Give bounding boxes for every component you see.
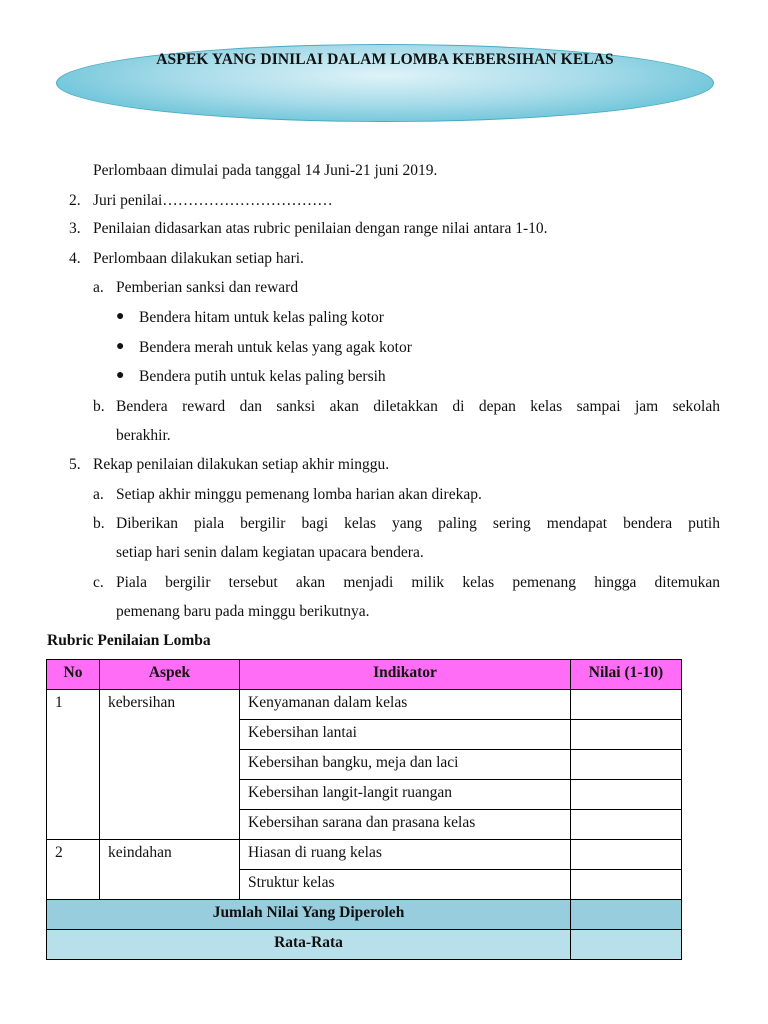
list-marker-2: 2. [69, 192, 81, 209]
bullet-item-2: Bendera merah untuk kelas yang agak kotor [139, 339, 412, 356]
cell-indikator: Kebersihan sarana dan prasana kelas [240, 810, 571, 840]
cell-indikator: Kebersihan bangku, meja dan laci [240, 750, 571, 780]
header-indikator: Indikator [240, 660, 571, 690]
list-item-4b-line2: berakhir. [116, 427, 171, 444]
bullet-item-3: Bendera putih untuk kelas paling bersih [139, 368, 386, 385]
list-item-5c-line1: Piala bergilir tersebut akan menjadi milik kelas pemenang hingga ditemukan [116, 574, 720, 591]
cell-indikator: Hiasan di ruang kelas [240, 840, 571, 870]
cell-aspek: keindahan [100, 840, 240, 900]
total-value[interactable] [571, 900, 682, 930]
cell-nilai[interactable] [571, 720, 682, 750]
average-row [47, 930, 682, 960]
header-no: No [47, 660, 100, 690]
list-item-4a: Pemberian sanksi dan reward [116, 279, 299, 296]
cell-no: 2 [47, 840, 100, 900]
header-nilai: Nilai (1-10) [571, 660, 682, 690]
bullet-icon: ● [116, 309, 125, 324]
list-marker-5: 5. [69, 456, 81, 473]
list-item-4b-line1: Bendera reward dan sanksi akan diletakkan di depan kelas sampai jam sekolah [116, 398, 720, 415]
header-aspek: Aspek [100, 660, 240, 690]
cell-nilai[interactable] [571, 840, 682, 870]
cell-indikator: Struktur kelas [240, 870, 571, 900]
list-item-4: Perlombaan dilakukan setiap hari. [93, 250, 304, 267]
table-row [47, 840, 682, 870]
list-marker-3: 3. [69, 220, 81, 237]
cell-nilai[interactable] [571, 810, 682, 840]
list-marker-4: 4. [69, 250, 81, 267]
cell-nilai[interactable] [571, 750, 682, 780]
table-header-row [47, 660, 682, 690]
list-item-3: Penilaian didasarkan atas rubric penilaian dengan range nilai antara 1-10. [93, 220, 548, 237]
cell-nilai[interactable] [571, 780, 682, 810]
rubric-table [46, 659, 682, 960]
cell-no: 1 [47, 690, 100, 840]
bullet-icon: ● [116, 368, 125, 383]
cell-nilai[interactable] [571, 690, 682, 720]
list-item-5a: Setiap akhir minggu pemenang lomba harian akan direkap. [116, 486, 482, 503]
total-row [47, 900, 682, 930]
list-marker-5a: a. [93, 486, 104, 503]
average-label: Rata-Rata [47, 930, 571, 960]
list-marker-5b: b. [93, 515, 105, 532]
rubric-title: Rubric Penilaian Lomba [47, 632, 211, 649]
cell-indikator: Kebersihan lantai [240, 720, 571, 750]
table-row [47, 690, 682, 720]
list-marker-4a: a. [93, 279, 104, 296]
total-label: Jumlah Nilai Yang Diperoleh [47, 900, 571, 930]
average-value[interactable] [571, 930, 682, 960]
list-item-5b-line2: setiap hari senin dalam kegiatan upacara bendera. [116, 544, 424, 561]
list-item-2: Juri penilai…………………………… [93, 192, 333, 209]
list-item-5: Rekap penilaian dilakukan setiap akhir minggu. [93, 456, 390, 473]
list-item-1: Perlombaan dimulai pada tanggal 14 Juni-21 juni 2019. [93, 162, 438, 179]
cell-indikator: Kebersihan langit-langit ruangan [240, 780, 571, 810]
list-marker-5c: c. [93, 574, 104, 591]
cell-nilai[interactable] [571, 870, 682, 900]
cell-indikator: Kenyamanan dalam kelas [240, 690, 571, 720]
bullet-icon: ● [116, 339, 125, 354]
list-item-5b-line1: Diberikan piala bergilir bagi kelas yang paling sering mendapat bendera putih [116, 515, 720, 532]
cell-aspek: kebersihan [100, 690, 240, 840]
list-marker-4b: b. [93, 398, 105, 415]
list-item-5c-line2: pemenang baru pada minggu berikutnya. [116, 603, 370, 620]
bullet-item-1: Bendera hitam untuk kelas paling kotor [139, 309, 384, 326]
page-title: ASPEK YANG DINILAI DALAM LOMBA KEBERSIHAN KELAS [156, 51, 614, 68]
